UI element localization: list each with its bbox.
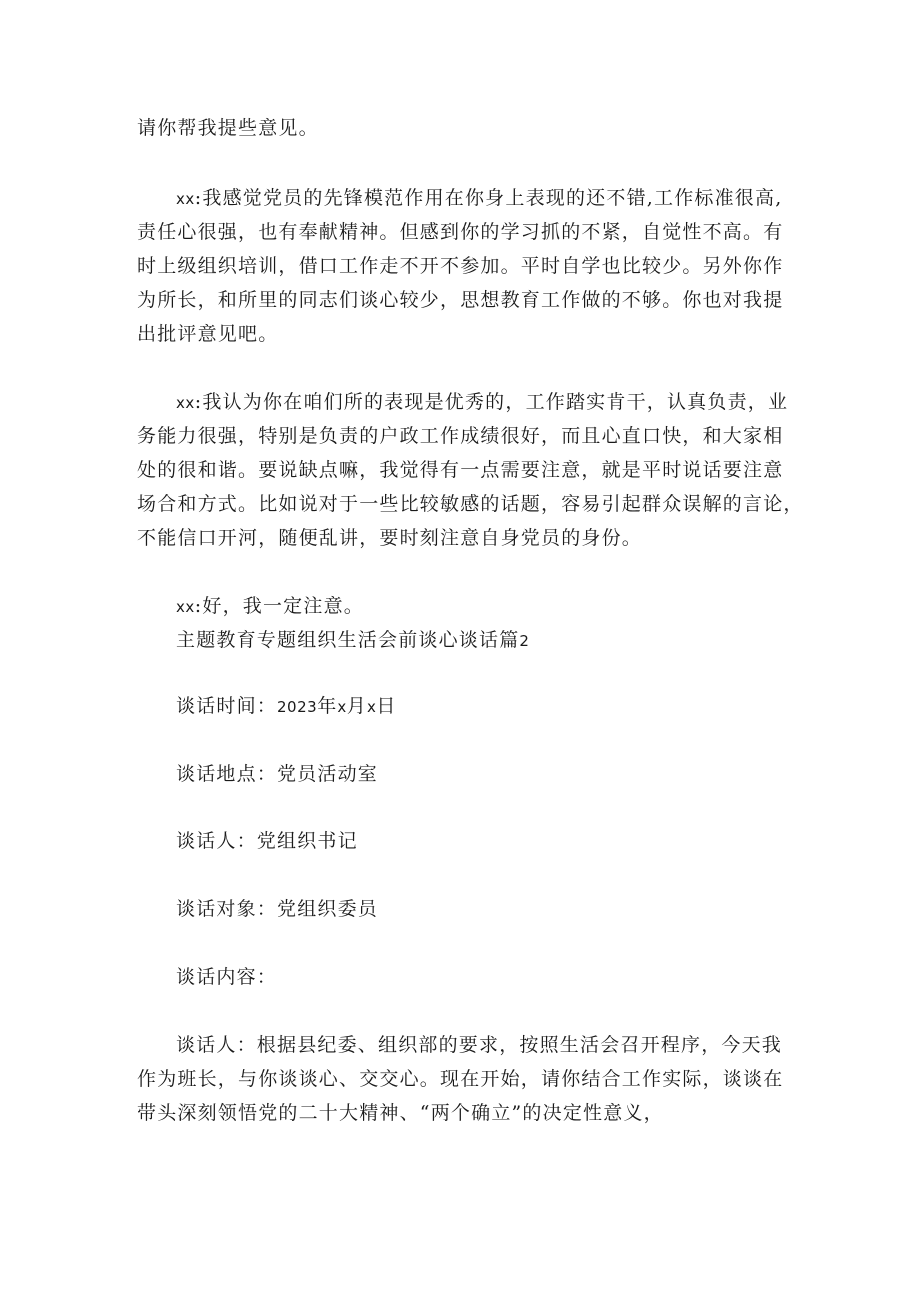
paragraph-line: 带头深刻领悟党的二十大精神、“两个确立”的决定性意义， bbox=[137, 1102, 664, 1124]
heading-text: 主题教育专题组织生活会前谈心谈话篇 bbox=[176, 629, 520, 651]
paragraph-line: 出批评意见吧。 bbox=[137, 323, 279, 345]
paragraph-text: :我认为你在咱们所的表现是优秀的，工作踏实肯干，认真负责，业 bbox=[194, 391, 789, 413]
speaker-name: xx bbox=[176, 598, 195, 616]
paragraph-line bbox=[176, 390, 788, 415]
talk-time bbox=[176, 694, 397, 719]
talk-day: x bbox=[367, 698, 377, 716]
talk-speaker: 谈话人：党组织书记 bbox=[176, 830, 358, 852]
paragraph-line bbox=[176, 186, 782, 211]
paragraph-line: 处的很和谐。要说缺点嘛，我觉得有一点需要注意，就是平时说话要注意 bbox=[137, 459, 784, 481]
paragraph-line: 请你帮我提些意见。 bbox=[137, 117, 319, 139]
paragraph-line: 为所长，和所里的同志们谈心较少，思想教育工作做的不够。你也对我提 bbox=[137, 289, 784, 311]
paragraph-line: 责任心很强，也有奉献精神。但感到你的学习抓的不紧，自觉性不高。有 bbox=[137, 221, 784, 243]
talk-year: 2023 bbox=[277, 698, 318, 716]
paragraph-line: 时上级组织培训，借口工作走不开不参加。平时自学也比较少。另外你作 bbox=[137, 255, 784, 277]
speaker-name: xx bbox=[176, 394, 195, 412]
paragraph-line: 场合和方式。比如说对于一些比较敏感的话题，容易引起群众误解的言论， bbox=[137, 493, 804, 515]
talk-target: 谈话对象：党组织委员 bbox=[176, 898, 379, 920]
talk-content-label: 谈话内容： bbox=[176, 966, 278, 988]
heading-number: 2 bbox=[519, 632, 530, 650]
paragraph-text: :好，我一定注意。 bbox=[194, 595, 364, 617]
paragraph-line: 作为班长，与你谈谈心、交交心。现在开始，请你结合工作实际，谈谈在 bbox=[137, 1068, 784, 1090]
paragraph-line bbox=[176, 594, 364, 619]
talk-day-unit: 日 bbox=[376, 695, 397, 717]
paragraph-line: 谈话人：根据县纪委、组织部的要求，按照生活会召开程序，今天我 bbox=[176, 1034, 783, 1056]
talk-month: x bbox=[337, 698, 347, 716]
talk-month-unit: 月 bbox=[346, 695, 367, 717]
talk-place: 谈话地点：党员活动室 bbox=[176, 763, 379, 785]
paragraph-line: 不能信口开河，随便乱讲，要时刻注意自身党员的身份。 bbox=[137, 527, 643, 549]
paragraph-line: 务能力很强，特别是负责的户政工作成绩很好，而且心直口快，和大家相 bbox=[137, 425, 784, 447]
talk-time-label: 谈话时间： bbox=[176, 695, 278, 717]
paragraph-text: :我感觉党员的先锋模范作用在你身上表现的还不错,工作标准很高, bbox=[194, 187, 783, 209]
talk-year-unit: 年 bbox=[317, 695, 338, 717]
section-heading bbox=[176, 628, 529, 653]
speaker-name: xx bbox=[176, 190, 195, 208]
